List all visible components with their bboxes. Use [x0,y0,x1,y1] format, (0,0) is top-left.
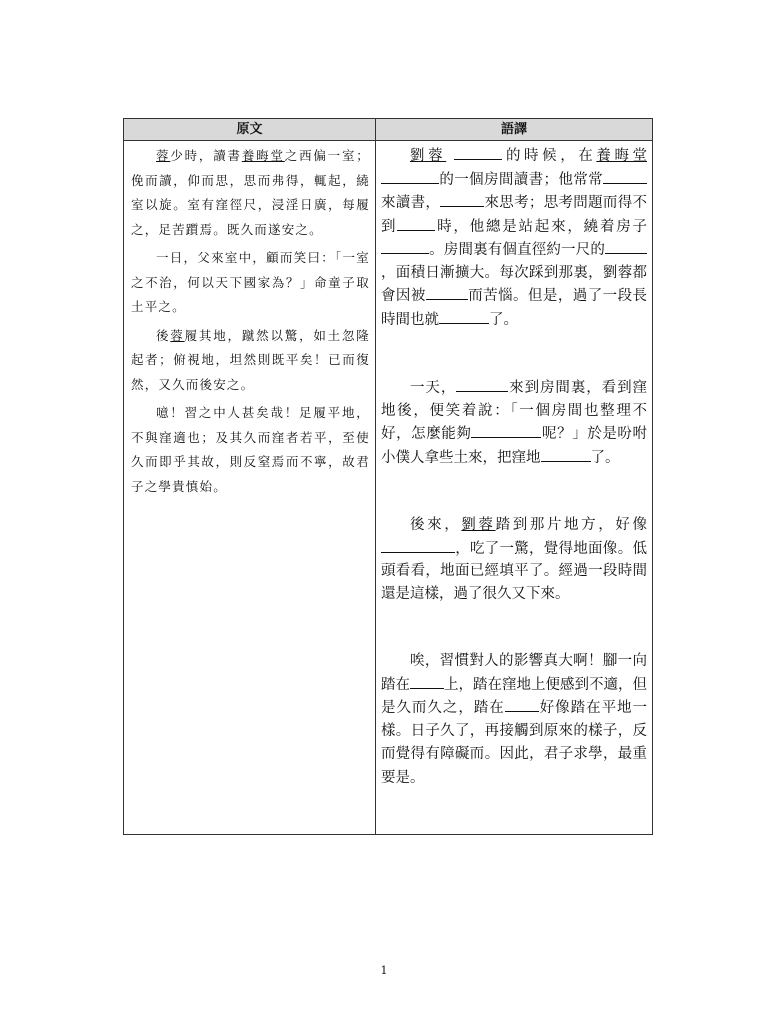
text-run: ，吃了一驚，覺得地面像 [455,540,618,557]
text-run: 。房間裏有個直徑約一尺的 [429,242,605,258]
text-run [446,148,454,164]
fill-in-blank[interactable] [454,144,502,160]
fill-in-blank[interactable] [456,376,508,392]
fill-in-blank[interactable] [440,191,484,207]
fill-in-blank[interactable] [397,215,435,231]
text-run: 。低頭看看，地面已經填平了。經過一段時間還是這樣，過了很久又下來。 [381,540,647,602]
text-run: 的時候，在 [502,148,597,164]
fill-in-blank[interactable] [605,238,647,254]
text-run: 來思考；思考問題而得不到 [381,195,648,235]
translation-text-cell[interactable] [376,141,653,835]
fill-in-blank[interactable] [381,168,439,184]
table-body-row [124,141,653,835]
translation-paragraph [381,514,647,605]
fill-in-blank[interactable] [603,168,647,184]
text-run: 履其地，蹴然以驚，如土忽隆起者；俯視地，坦然則既平矣！已而復然，又久而後安之。 [131,327,370,392]
text-run: ，面積日漸擴大。每次踩到那裏，劉蓉都會因被 [381,264,647,304]
proper-noun-underlined: 蓉 [156,148,171,163]
proper-noun-underlined: 劉蓉 [410,148,447,164]
text-run: 來讀書， [381,195,441,211]
header-translation: 語譯 [376,119,653,141]
text-run: 來到房間裏，看到窪地後，便笑着說：「一個房間也整理不好，怎麼能夠 [381,380,647,442]
fill-in-blank[interactable] [426,284,468,300]
fill-in-blank[interactable] [439,308,489,324]
text-run: 了。 [489,311,518,328]
text-run: 。 [410,769,425,786]
header-original: 原文 [124,119,376,141]
text-run: 踏到那片地方，好像 [495,517,648,533]
fill-in-blank[interactable] [541,446,591,462]
original-text-cell [124,141,376,835]
fill-in-blank[interactable] [471,422,541,438]
text-run: 之西偏一室；俛而讀，仰而思，思而弗得，輒起，繞室以旋。室有窪徑尺，浸淫日廣，每履之，足苦躓焉。既久而遂安之。 [131,148,370,237]
text-run: 後來， [410,517,462,533]
text-run: 好像踏在平地一樣。日子久了，再接觸到原來的樣子，反而覺得有障礙而 [381,700,648,762]
proper-noun-underlined: 養晦堂 [241,148,285,163]
fill-in-blank[interactable] [381,238,429,254]
original-paragraph [131,144,370,242]
original-paragraph [131,246,370,320]
fill-in-blank[interactable] [505,696,539,712]
table-header-row [124,119,653,141]
text-run: 後 [156,327,171,343]
translation-paragraph [381,376,647,469]
text-run: 時，他總是站起來，繞着房子 [435,218,648,235]
text-run: 一天， [410,380,457,396]
text-run: 而苦惱。但是，過了一段長時間也就 [381,288,648,328]
translation-paragraph [381,144,647,331]
original-paragraph [131,324,370,398]
text-run: 呢？」於是吩咐小僕人拿些土來，把窪地 [381,426,648,466]
proper-noun-underlined: 劉蓉 [461,517,496,533]
translation-worksheet-table [123,118,653,835]
text-run: 唉，習慣對人的影響真大啊！腳一向踏在 [381,653,647,693]
text-run: 噫！習之中人甚矣哉！足履平地，不與窪適也；及其久而窪者若平，至使久而即乎其故，則反窒焉而不寧，故君子之學貴慎始。 [131,405,370,494]
translation-paragraph [381,650,647,789]
fill-in-blank[interactable] [381,537,455,553]
text-run: 了。 [590,449,620,466]
proper-noun-underlined: 蓉 [170,327,185,343]
text-run: 。因此，君子求學，最重要是 [381,746,648,786]
page-number: 1 [380,964,388,977]
text-run: 的一個房間讀書；他常常 [439,171,603,188]
original-paragraph [131,401,370,499]
text-run: 上，踏在窪地上便感到不適，但是久而久之，踏在 [381,676,647,716]
proper-noun-underlined: 養晦堂 [596,148,648,164]
text-run: 少時，讀書 [170,148,242,163]
fill-in-blank[interactable] [410,673,444,689]
text-run: 一日，父來室中，顧而笑曰：「一室之不治，何以天下國家為？」命童子取土平之。 [131,250,370,314]
